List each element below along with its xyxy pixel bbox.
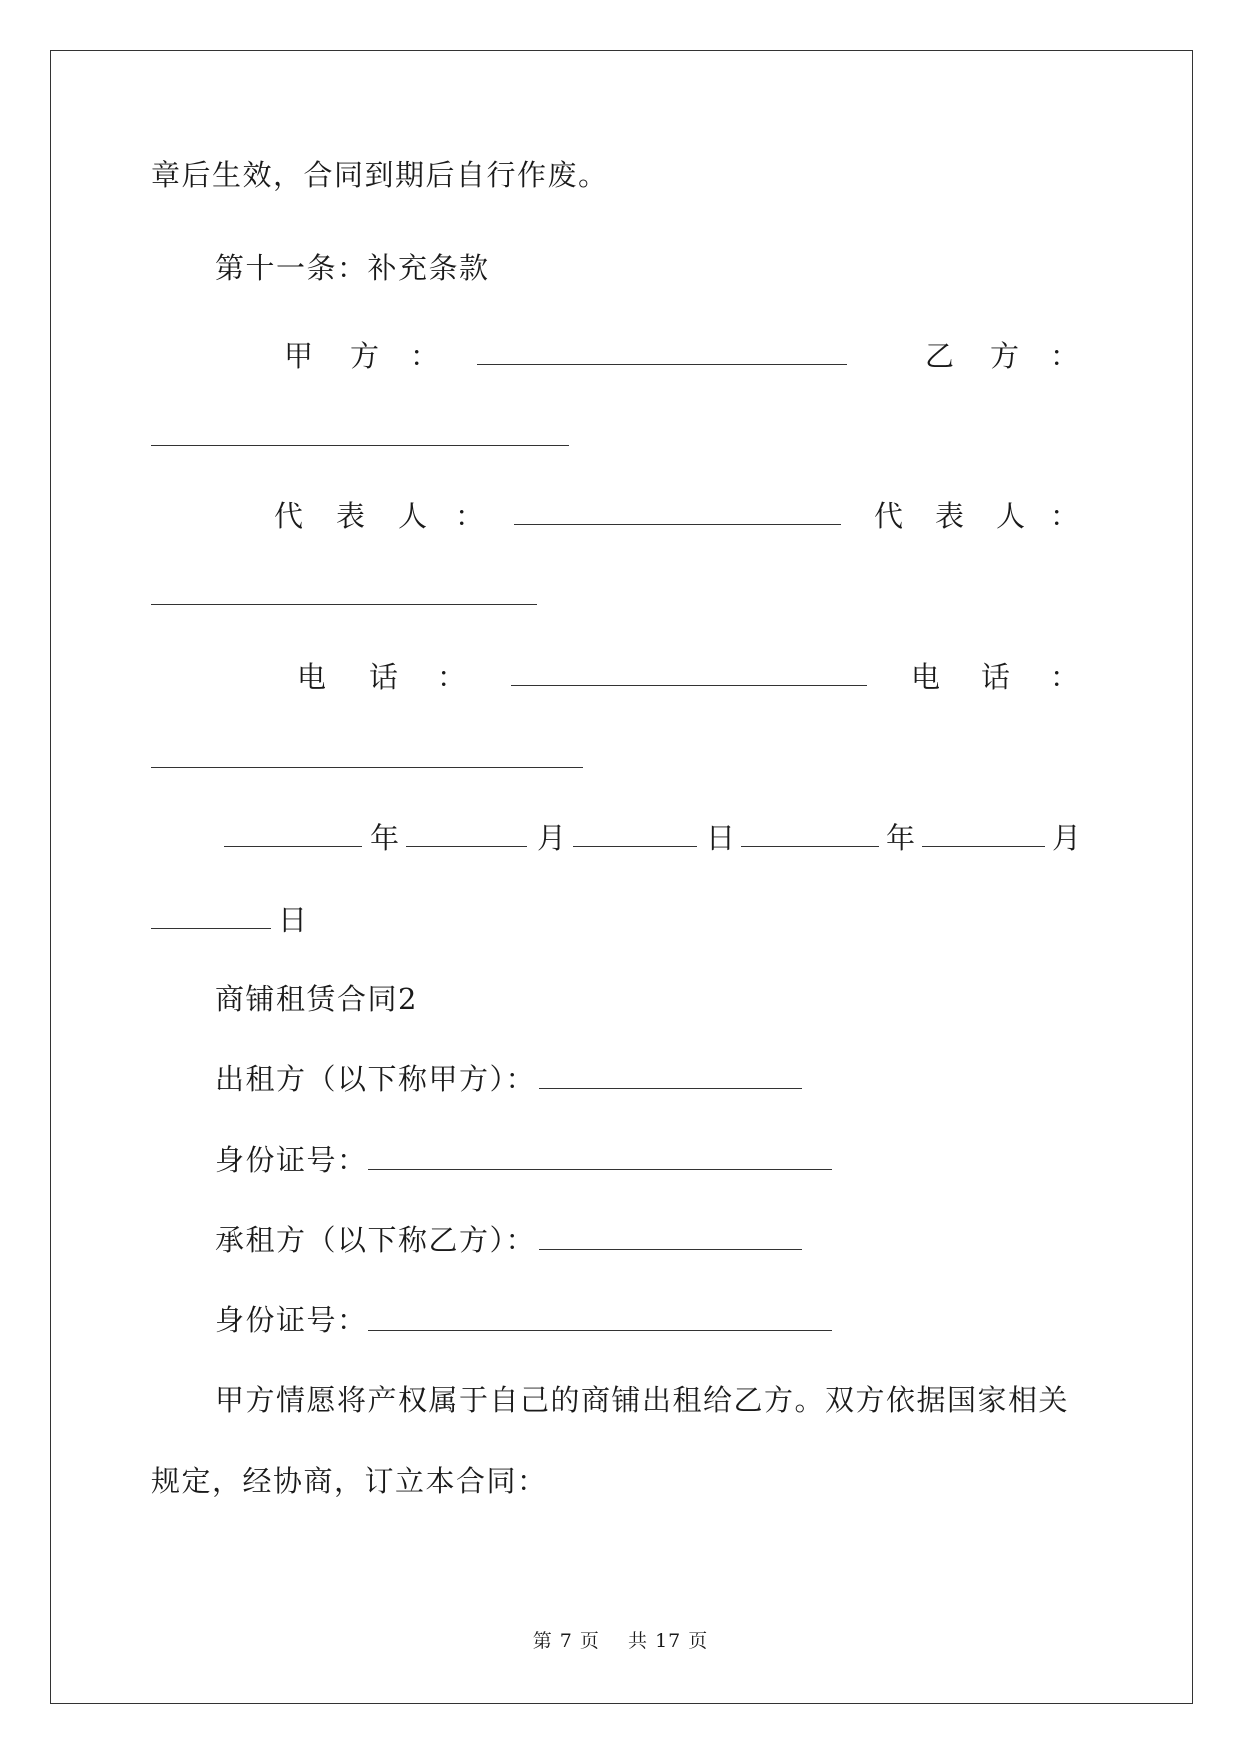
phone-b-char-2: 话 xyxy=(981,660,1011,694)
rep-b-colon: ： xyxy=(1050,499,1080,533)
rep-a-char-3: 人 xyxy=(398,499,428,533)
date-month1-blank xyxy=(406,846,527,847)
rep-b-blank-line xyxy=(151,604,537,605)
date-day2-label: 日 xyxy=(278,903,308,937)
agreement-paragraph-line-1: 甲方情愿将产权属于自己的商铺出租给乙方。双方依据国家相关 xyxy=(215,1383,1070,1417)
party-b-char-2: 方 xyxy=(990,339,1020,373)
lessor-id-label: 身份证号： xyxy=(215,1143,368,1177)
lessor-label: 出租方（以下称甲方）： xyxy=(215,1062,537,1096)
phone-a-char-1: 电 xyxy=(297,660,327,694)
phone-b-blank-line xyxy=(151,767,583,768)
page-number-footer: 第 7 页 共 17 页 xyxy=(532,1630,709,1652)
rep-b-char-2: 表 xyxy=(935,499,965,533)
party-b-char-1: 乙 xyxy=(925,339,955,373)
lessee-id-label: 身份证号： xyxy=(215,1303,368,1337)
lessee-label: 承租方（以下称乙方）： xyxy=(215,1223,537,1257)
rep-a-char-1: 代 xyxy=(274,499,304,533)
agreement-paragraph-line-2: 规定，经协商，订立本合同： xyxy=(151,1464,548,1498)
date-year2-blank xyxy=(741,846,879,847)
party-a-blank-line xyxy=(477,364,847,365)
date-month1-label: 月 xyxy=(537,821,567,855)
lessor-blank-line xyxy=(539,1088,802,1089)
clause-eleven-heading: 第十一条：补充条款 xyxy=(215,251,490,285)
party-a-char-2: 方 xyxy=(350,339,380,373)
date-year1-label: 年 xyxy=(370,821,400,855)
rep-a-blank-line xyxy=(514,524,841,525)
page-frame xyxy=(50,50,1193,1704)
paragraph-end-clause: 章后生效，合同到期后自行作废。 xyxy=(151,158,609,192)
date-day1-label: 日 xyxy=(706,821,736,855)
lessee-id-blank-line xyxy=(368,1330,832,1331)
phone-b-char-1: 电 xyxy=(911,660,941,694)
phone-a-colon: ： xyxy=(437,660,467,694)
phone-a-char-2: 话 xyxy=(369,660,399,694)
date-month2-label: 月 xyxy=(1052,821,1082,855)
party-a-colon: ： xyxy=(410,339,440,373)
date-month2-blank xyxy=(922,846,1045,847)
rep-b-char-3: 人 xyxy=(996,499,1026,533)
date-day2-blank xyxy=(151,928,271,929)
rep-b-char-1: 代 xyxy=(874,499,904,533)
party-b-blank-line xyxy=(151,445,569,446)
date-day1-blank xyxy=(573,846,697,847)
party-a-char-1: 甲 xyxy=(284,339,314,373)
date-year2-label: 年 xyxy=(886,821,916,855)
lessor-id-blank-line xyxy=(368,1169,832,1170)
contract-two-title: 商铺租赁合同2 xyxy=(215,982,418,1016)
rep-a-colon: ： xyxy=(455,499,485,533)
phone-b-colon: ： xyxy=(1050,660,1080,694)
rep-a-char-2: 表 xyxy=(336,499,366,533)
party-b-colon: ： xyxy=(1050,339,1080,373)
lessee-blank-line xyxy=(539,1249,802,1250)
date-year1-blank xyxy=(224,846,362,847)
phone-a-blank-line xyxy=(511,685,867,686)
